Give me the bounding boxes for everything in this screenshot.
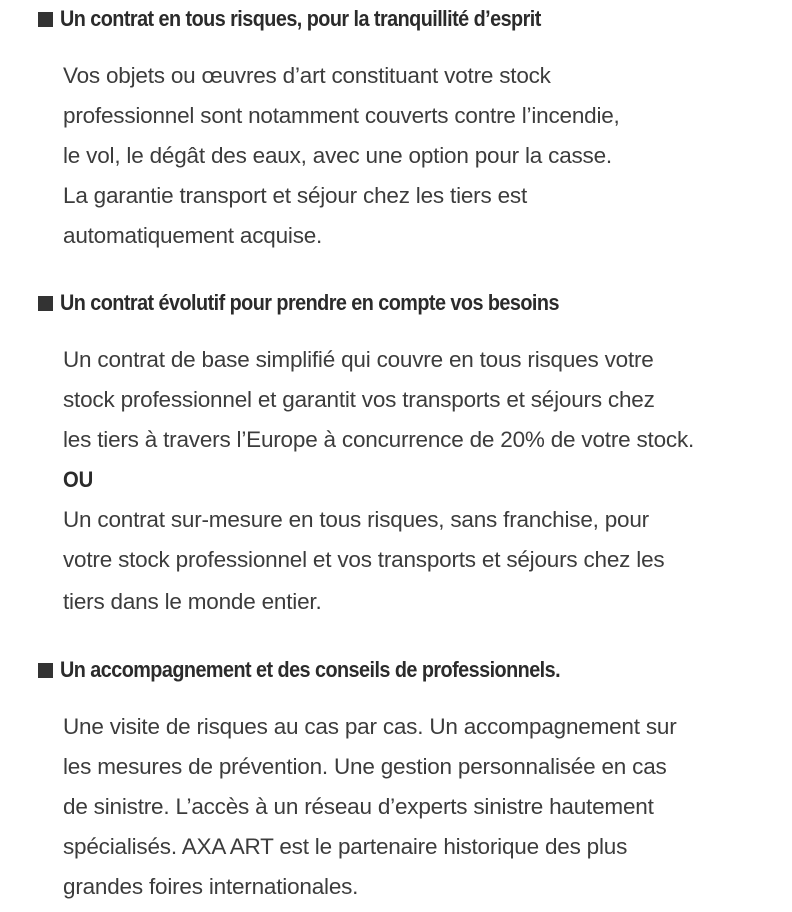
paragraph-line: automatiquement acquise.	[63, 223, 323, 248]
section-title: Un contrat en tous risques, pour la tranquillité d’esprit	[60, 6, 541, 31]
paragraph-line: professionnel sont notamment couverts contre l’incendie,	[63, 103, 620, 128]
paragraph-line: La garantie transport et séjour chez les tiers est	[63, 183, 527, 208]
paragraph-line: les mesures de prévention. Une gestion personnalisée en cas	[63, 754, 667, 779]
section-heading	[38, 657, 616, 683]
section-heading	[38, 290, 614, 316]
paragraph-line: grandes foires internationales.	[63, 874, 359, 899]
paragraph-line: stock professionnel et garantit vos transports et séjours chez	[63, 387, 655, 412]
square-bullet-icon	[38, 12, 53, 27]
section-title: Un contrat évolutif pour prendre en compte vos besoins	[60, 290, 559, 315]
ou-separator: OU	[63, 467, 94, 492]
section-title: Un accompagnement et des conseils de professionnels.	[60, 657, 561, 682]
paragraph-line: les tiers à travers l’Europe à concurrence de 20% de votre stock.	[63, 427, 695, 452]
paragraph-line: Un contrat sur-mesure en tous risques, sans franchise, pour	[63, 507, 649, 532]
square-bullet-icon	[38, 296, 53, 311]
square-bullet-icon	[38, 663, 53, 678]
paragraph-line: le vol, le dégât des eaux, avec une option pour la casse.	[63, 143, 612, 168]
paragraph-line: Vos objets ou œuvres d’art constituant votre stock	[63, 63, 551, 88]
section-heading	[38, 6, 594, 32]
paragraph-line: de sinistre. L’accès à un réseau d’experts sinistre hautement	[63, 794, 654, 819]
paragraph-line: Un contrat de base simplifié qui couvre en tous risques votre	[63, 347, 654, 372]
paragraph-line: votre stock professionnel et vos transports et séjours chez les	[63, 547, 665, 572]
paragraph-line: spécialisés. AXA ART est le partenaire historique des plus	[63, 834, 628, 859]
paragraph-line: Une visite de risques au cas par cas. Un accompagnement sur	[63, 714, 677, 739]
paragraph-line: tiers dans le monde entier.	[63, 589, 322, 614]
